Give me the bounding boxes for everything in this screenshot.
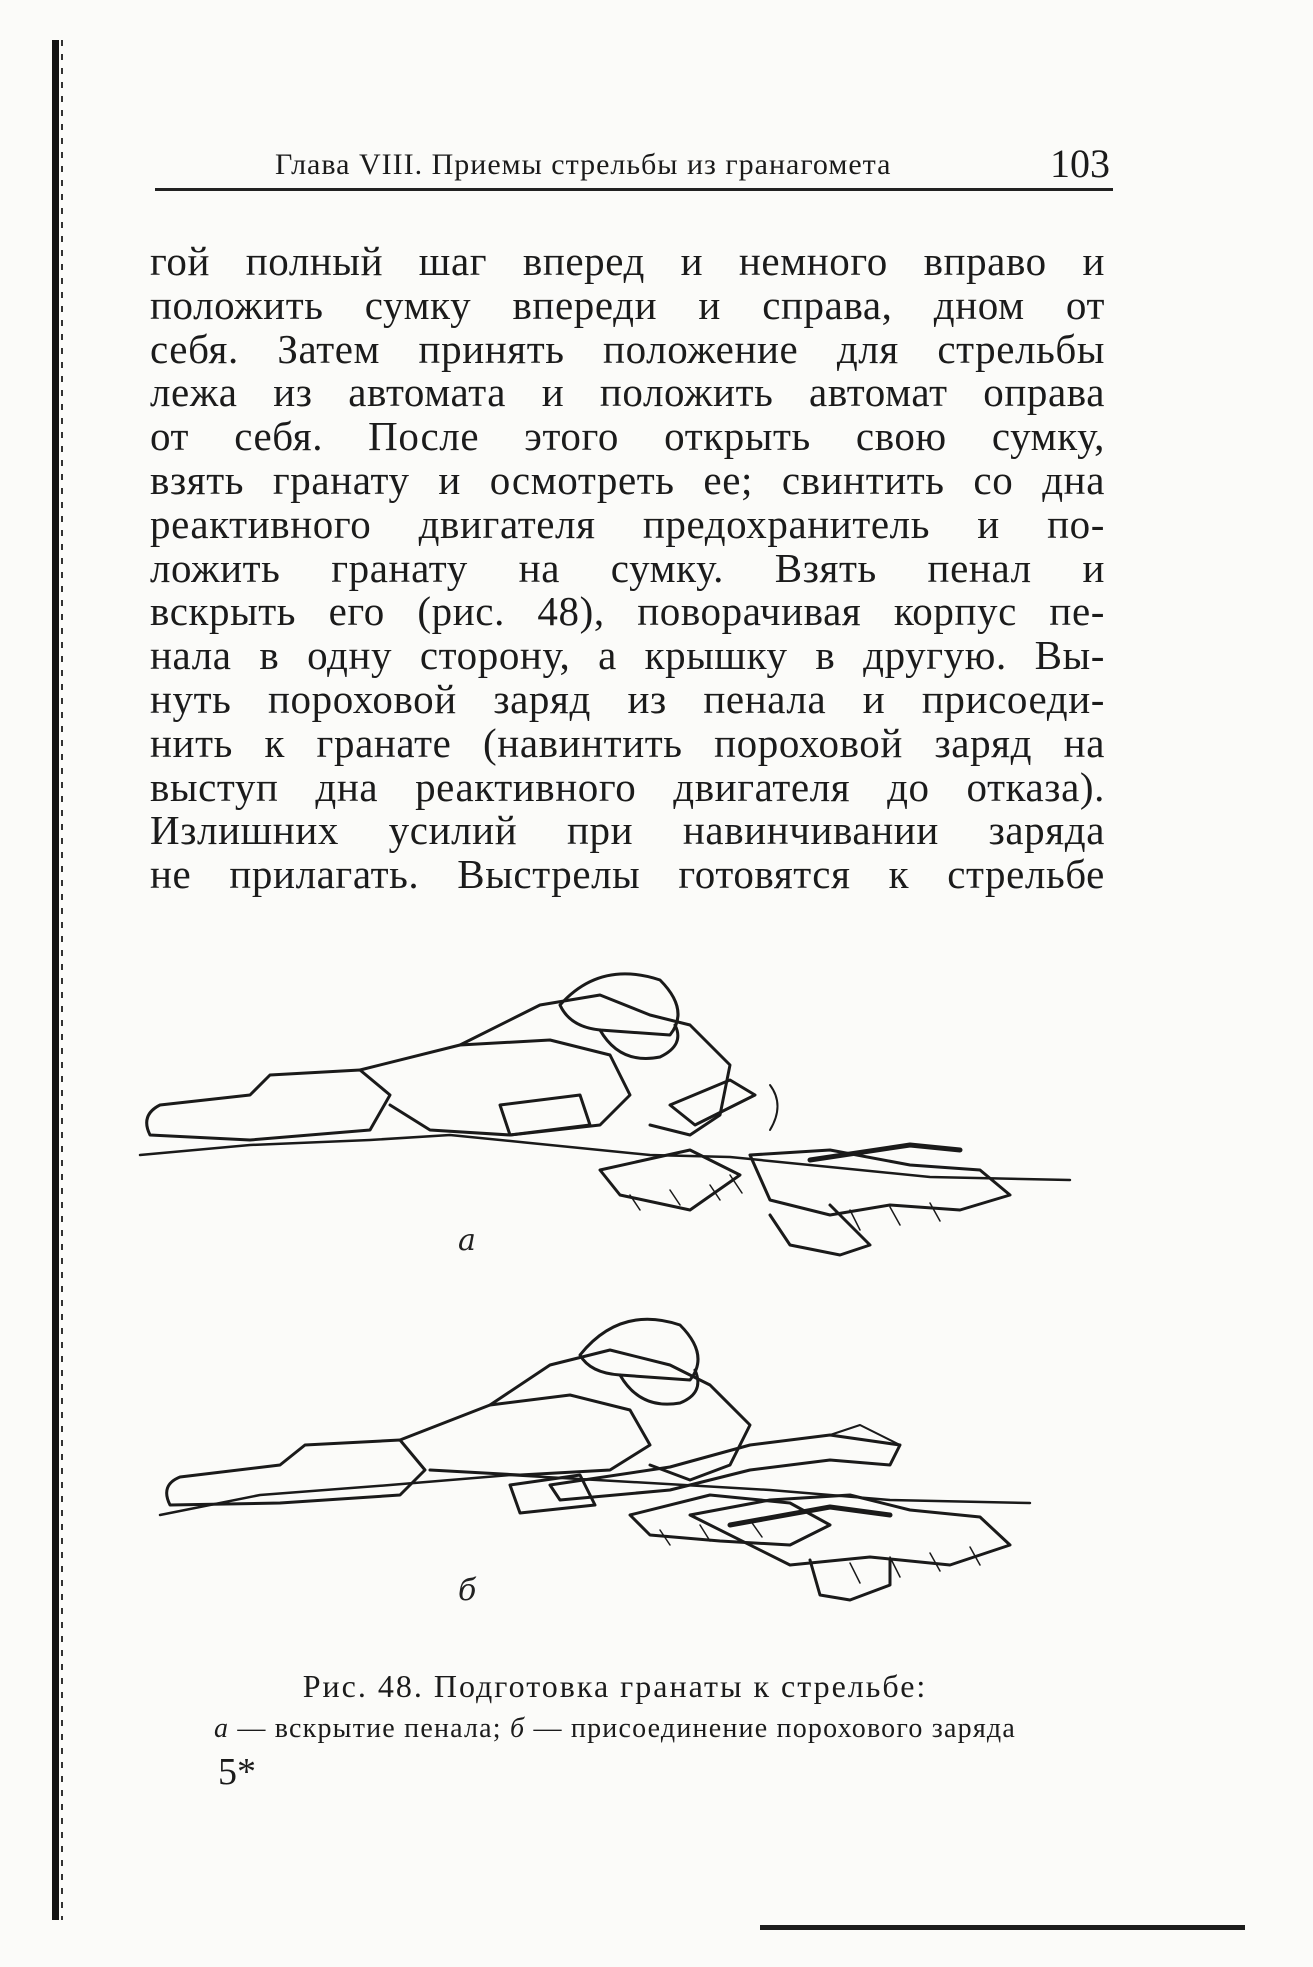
body-text — [150, 240, 1105, 897]
legend-b-key: б — [510, 1713, 526, 1744]
text-line: от себя. После этого открыть свою сумку, — [150, 413, 1105, 460]
signature-mark: 5* — [218, 1751, 256, 1793]
page-header — [155, 140, 1110, 188]
legend-a-key: а — [213, 1713, 230, 1744]
text-line: взять гранату и осмотреть ее; свинтить со дна — [150, 456, 1105, 503]
legend-a-text: — вскрытие пенала; — [229, 1713, 510, 1744]
soldier-a-illustration — [140, 974, 1070, 1255]
text-line: вскрыть его (рис. 48), поворачивая корпус пе- — [150, 588, 1105, 635]
text-line: лежа из автомата и положить автомат оправа — [150, 369, 1105, 416]
text-line: реактивного двигателя предохранитель и по- — [150, 500, 1105, 547]
figure-label-a: а — [458, 1223, 476, 1258]
soldier-b-illustration — [160, 1319, 1030, 1600]
text-line: положить сумку впереди и справа, дном от — [150, 281, 1105, 328]
text-line: гой полный шаг вперед и немного вправо и — [150, 238, 1105, 284]
figure-48 — [130, 945, 1090, 1645]
text-line: нала в одну сторону, а крышку в другую. Вы- — [150, 632, 1105, 679]
text-line: себя. Затем принять положение для стрельбы — [150, 325, 1105, 372]
text-line: Излишних усилий при навинчивании заряда — [150, 807, 1105, 854]
text-line: нить к гранате (навинтить пороховой заряд на — [150, 719, 1105, 766]
page-number: 103 — [1050, 141, 1110, 186]
legend-b-text: — присоединение порохового заряда — [525, 1713, 1017, 1744]
figure-label-b: б — [458, 1573, 477, 1608]
figure-illustration — [130, 945, 1090, 1645]
caption-legend — [150, 1713, 1080, 1745]
caption-title: Рис. 48. Подготовка гранаты к стрельбе: — [302, 1668, 928, 1704]
text-line: ложить гранату на сумку. Взять пенал и — [150, 544, 1105, 591]
bottom-rule — [760, 1925, 1245, 1930]
text-line: выступ дна реактивного двигателя до отказа). — [150, 763, 1105, 810]
binding-edge — [52, 40, 59, 1920]
text-line: не прилагать. Выстрелы готовятся к стрельбе — [150, 851, 1105, 898]
header-rule — [155, 188, 1113, 191]
figure-caption — [150, 1668, 1080, 1745]
chapter-title: Глава VIII. Приемы стрельбы из гранагомета — [275, 148, 892, 181]
text-line: нуть пороховой заряд из пенала и присоеди- — [150, 675, 1105, 722]
